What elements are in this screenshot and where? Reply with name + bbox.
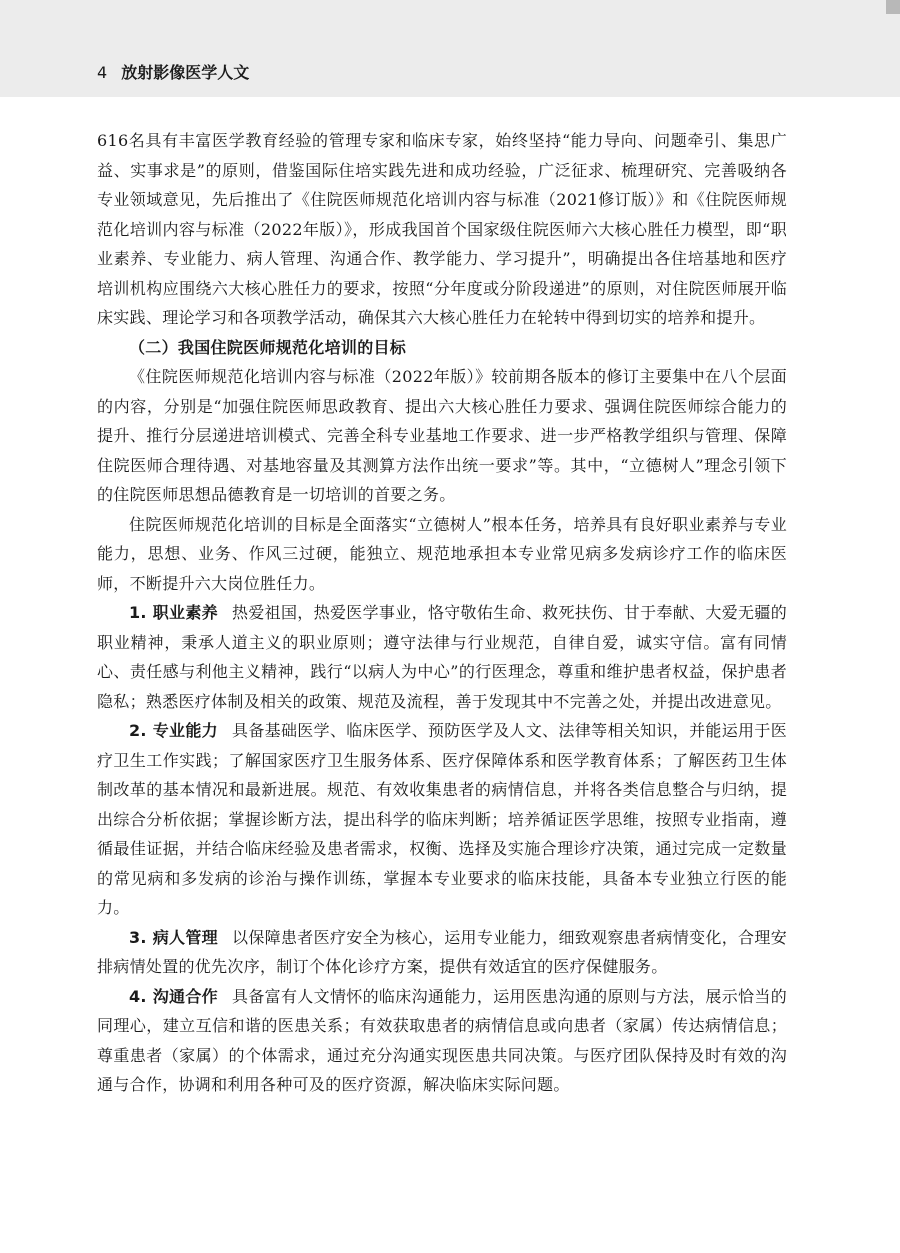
competency-term: 4. 沟通合作 [129, 986, 219, 1006]
competency-item [97, 598, 787, 716]
competency-text: 具备基础医学、临床医学、预防医学及人文、法律等相关知识，并能运用于医疗卫生工作实践；了解国家医疗卫生服务体系、医疗保障体系和医学教育体系；了解医药卫生体制改革的基本情况和最新进展。规范、有效收集患者的病情信息，并将各类信息整合与归纳，提出综合分析依据；掌握诊断方法，提出科学的临床判断；培养循证医学思维，按照专业指南，遵循最佳证据，并结合临床经验及患者需求，权衡、选择及实施合理诊疗决策，通过完成一定数量的常见病和多发病的诊治与操作训练，掌握本专业要求的临床技能，具备本专业独立行医的能力。 [97, 721, 788, 917]
competency-item [97, 716, 787, 923]
page-body [97, 126, 787, 1100]
paragraph-revision: 《住院医师规范化培训内容与标准（2022年版）》较前期各版本的修订主要集中在八个层面的内容，分别是“加强住院医师思政教育、提出六大核心胜任力要求、强调住院医师综合能力的提升、推行分层递进培训模式、完善全科专业基地工作要求、进一步严格教学组织与管理、保障住院医师合理待遇、对基地容量及其测算方法作出统一要求”等。其中，“立德树人”理念引领下的住院医师思想品德教育是一切培训的首要之务。 [97, 367, 787, 504]
section-heading: （二）我国住院医师规范化培训的目标 [129, 337, 407, 357]
competency-text: 热爱祖国，热爱医学事业，恪守敬佑生命、救死扶伤、甘于奉献、大爱无疆的职业精神，秉承人道主义的职业原则；遵守法律与行业规范，自律自爱，诚实守信。富有同情心、责任感与利他主义精神，践行“以病人为中心”的行医理念，尊重和维护患者权益，保护患者隐私；熟悉医疗体制及相关的政策、规范及流程，善于发现其中不完善之处，并提出改进意见。 [97, 603, 788, 711]
competency-text: 以保障患者医疗安全为核心，运用专业能力，细致观察患者病情变化，合理安排病情处置的优先次序，制订个体化诊疗方案，提供有效适宜的医疗保健服务。 [97, 927, 788, 976]
competency-term: 2. 专业能力 [129, 721, 219, 740]
competency-item [97, 982, 787, 1100]
competency-text: 具备富有人文情怀的临床沟通能力，运用医患沟通的原则与方法，展示恰当的同理心，建立互信和谐的医患关系；有效获取患者的病情信息或向患者（家属）传达病情信息；尊重患者（家属）的个体需求，通过充分沟通实现医患共同决策。与医疗团队保持及时有效的沟通与合作，协调和利用各种可及的医疗资源，解决临床实际问题。 [97, 986, 788, 1094]
running-header [0, 0, 900, 97]
paragraph-intro: 616名具有丰富医学教育经验的管理专家和临床专家，始终坚持“能力导向、问题牵引、集思广益、实事求是”的原则，借鉴国际住培实践先进和成功经验，广泛征求、梳理研究、完善吸纳各专业领域意见，先后推出了《住院医师规范化培训内容与标准（2021修订版）》和《住院医师规范化培训内容与标准（2022年版）》，形成我国首个国家级住院医师六大核心胜任力模型，即“职业素养、专业能力、病人管理、沟通合作、教学能力、学习提升”，明确提出各住培基地和医疗培训机构应围绕六大核心胜任力的要求，按照“分年度或分阶段递进”的原则，对住院医师展开临床实践、理论学习和各项教学活动，确保其六大核心胜任力在轮转中得到切实的培养和提升。 [97, 131, 787, 327]
competency-term: 3. 病人管理 [129, 927, 219, 947]
corner-tab-marker [886, 0, 900, 14]
page-number: 4 [97, 63, 108, 82]
header-line [97, 60, 249, 83]
paragraph-goal: 住院医师规范化培训的目标是全面落实“立德树人”根本任务，培养具有良好职业素养与专业能力，思想、业务、作风三过硬，能独立、规范地承担本专业常见病多发病诊疗工作的临床医师，不断提升六大岗位胜任力。 [97, 514, 787, 593]
competency-term: 1. 职业素养 [129, 603, 219, 622]
book-title: 放射影像医学人文 [121, 63, 250, 82]
competency-item [97, 923, 787, 982]
